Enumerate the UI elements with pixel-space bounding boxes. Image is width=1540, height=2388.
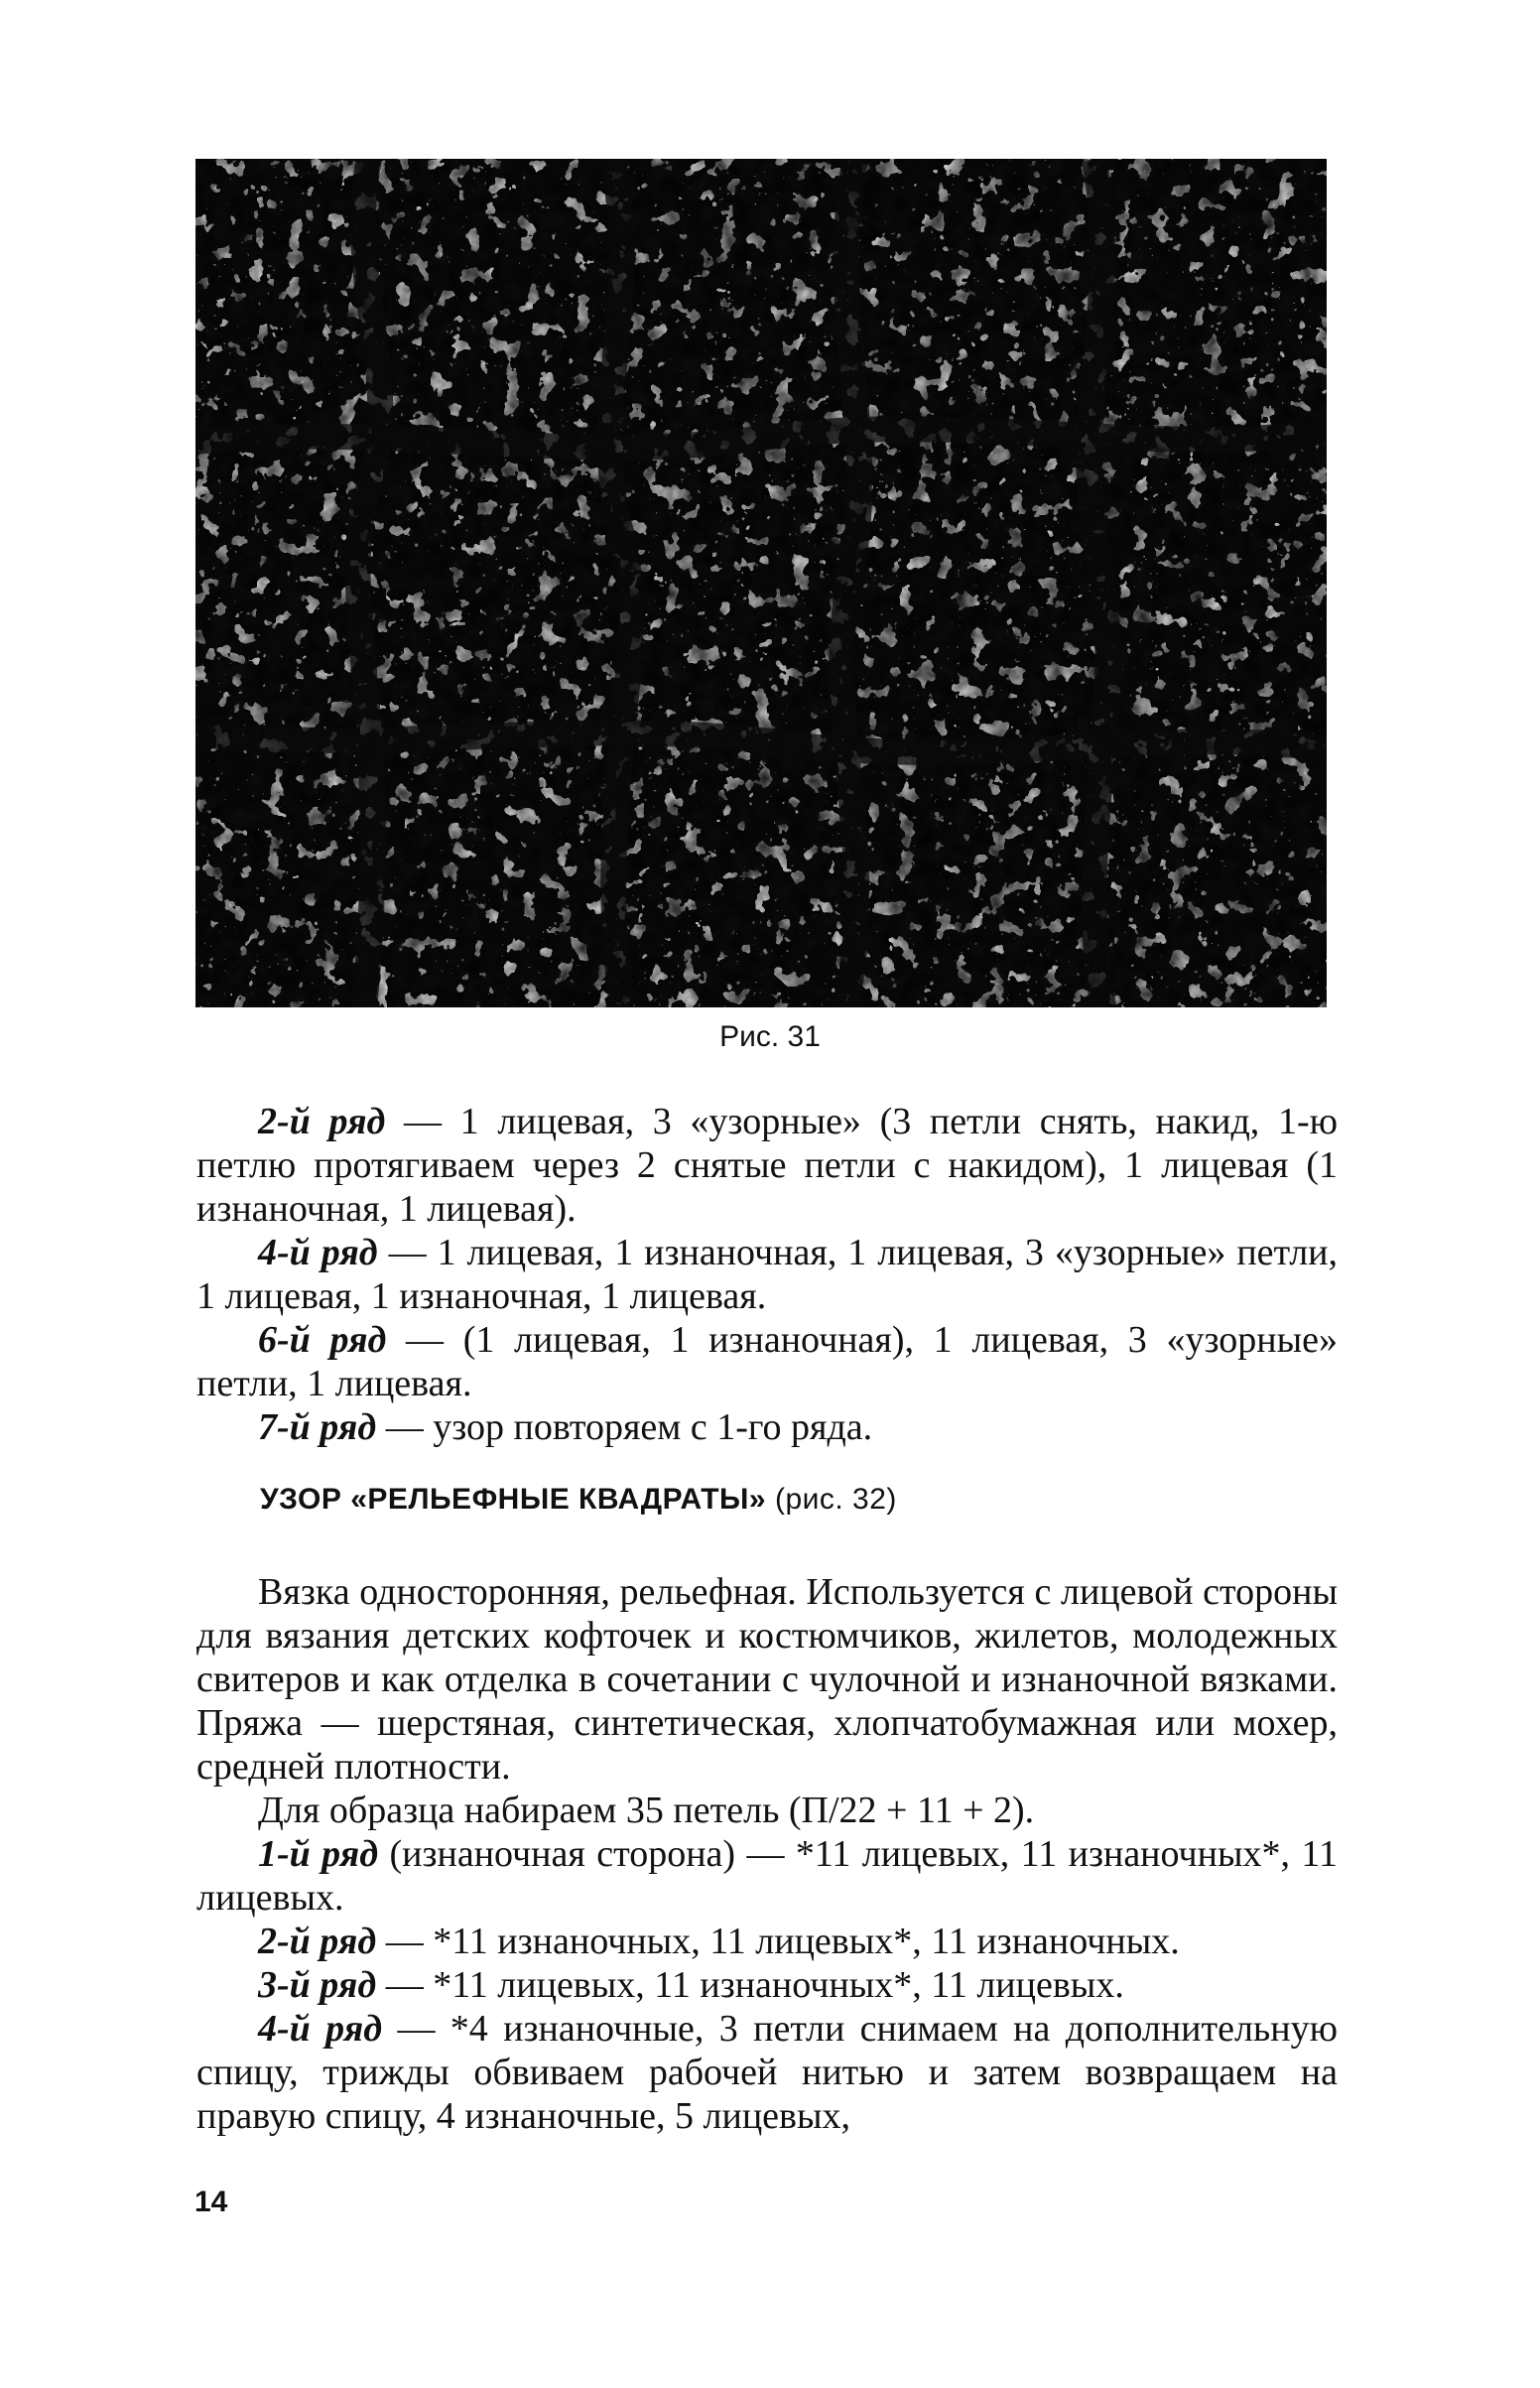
section-body: [196, 1570, 1338, 2138]
row-instructions-block: [196, 1100, 1338, 1449]
row-text: — *11 лицевых, 11 изнаночных*, 11 лицевых.: [376, 1964, 1124, 2006]
row-text: — *11 изнаночных, 11 лицевых*, 11 изнаночных.: [376, 1921, 1180, 1962]
figure-caption: Рис. 31: [719, 1020, 821, 1053]
row-instruction: [196, 1318, 1338, 1405]
row-label: 4-й ряд: [258, 2008, 383, 2050]
row-instruction: [196, 1832, 1338, 1920]
row-instruction: [196, 1963, 1338, 2007]
row-text: — *4 изнаночные, 3 петли снимаем на дополнительную спицу, трижды обвиваем рабочей нитью и затем возвращаем на правую спицу, 4 изнаночные, 5 лицевых,: [196, 2008, 1338, 2137]
row-label: 4-й ряд: [258, 1232, 378, 1273]
row-label: 7-й ряд: [258, 1406, 377, 1448]
row-label: 2-й ряд: [258, 1101, 386, 1142]
row-instruction: [196, 1405, 1338, 1449]
section-heading: [260, 1483, 897, 1517]
row-label: 2-й ряд: [258, 1921, 377, 1962]
row-text: — 1 лицевая, 1 изнаночная, 1 лицевая, 3 «узорные» петли, 1 лицевая, 1 изнаночная, 1 лицевая.: [196, 1232, 1338, 1317]
knitting-texture-image: [195, 159, 1327, 1007]
knitting-pattern-photo: [195, 159, 1327, 1007]
row-text: — 1 лицевая, 3 «узорные» (3 петли снять, накид, 1-ю петлю протягиваем через 2 снятые петли с накидом), 1 лицевая (1 изнаночная, 1 лицевая).: [196, 1101, 1338, 1230]
row-text: — (1 лицевая, 1 изнаночная), 1 лицевая, 3 «узорные» петли, 1 лицевая.: [196, 1319, 1338, 1404]
row-instruction: [196, 2007, 1338, 2138]
row-instruction: [196, 1920, 1338, 1963]
page-number: 14: [194, 2186, 228, 2218]
section-title: УЗОР «РЕЛЬЕФНЫЕ КВАДРАТЫ»: [260, 1483, 767, 1516]
row-label: 6-й ряд: [258, 1319, 387, 1361]
row-text: (изнаночная сторона) — *11 лицевых, 11 изнаночных*, 11 лицевых.: [196, 1833, 1338, 1919]
figure-reference: (рис. 32): [774, 1483, 897, 1516]
row-instruction: [196, 1100, 1338, 1231]
cast-on-paragraph: Для образца набираем 35 петель (П/22 + 11 + 2).: [258, 1790, 1035, 1831]
row-label: 3-й ряд: [258, 1964, 377, 2006]
intro-paragraph: Вязка односторонняя, рельефная. Используется с лицевой стороны для вязания детских кофточек и костюмчиков, жилетов, молодежных свитеров и как отделка в сочетании с чулочной и изнаночной вязками. Пряжа — шерстяная, синтетическая, хлопчатобумажная или мохер, средней плотности.: [196, 1571, 1338, 1788]
row-instruction: [196, 1231, 1338, 1318]
row-text: — узор повторяем с 1-го ряда.: [376, 1406, 873, 1448]
row-label: 1-й ряд: [258, 1833, 379, 1875]
